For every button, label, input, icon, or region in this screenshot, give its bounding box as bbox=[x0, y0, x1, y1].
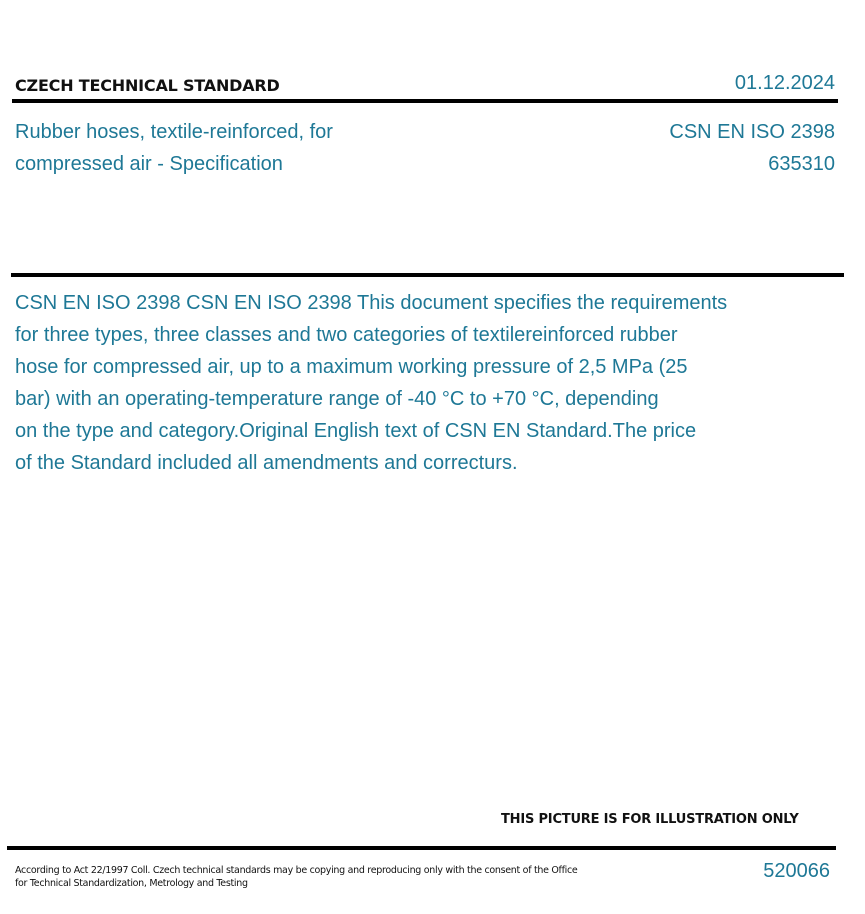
illustration-notice: THIS PICTURE IS FOR ILLUSTRATION ONLY bbox=[501, 812, 799, 827]
abstract-line: bar) with an operating-temperature range of -40 °C to +70 °C, depending bbox=[15, 388, 659, 410]
abstract-line: for three types, three classes and two categories of textilereinforced rubber bbox=[15, 324, 678, 346]
abstract-line: CSN EN ISO 2398 CSN EN ISO 2398 This document specifies the requirements bbox=[15, 292, 728, 314]
header-divider bbox=[12, 99, 838, 103]
legal-notice bbox=[15, 864, 577, 890]
legal-notice-line: for Technical Standardization, Metrology and Testing bbox=[15, 878, 248, 889]
classification-code: 635310 bbox=[768, 153, 835, 175]
abstract-line: hose for compressed air, up to a maximum working pressure of 2,5 MPa (25 bbox=[15, 356, 688, 378]
title-divider bbox=[11, 273, 844, 277]
abstract-line: of the Standard included all amendments and correcturs. bbox=[15, 452, 518, 474]
abstract-line: on the type and category.Original English text of CSN EN Standard.The price bbox=[15, 420, 697, 442]
standard-abstract bbox=[15, 287, 815, 479]
publication-date: 01.12.2024 bbox=[734, 72, 835, 94]
standard-title-line: compressed air - Specification bbox=[15, 153, 283, 175]
standard-designation: CSN EN ISO 2398 bbox=[669, 121, 835, 143]
standard-category-label: CZECH TECHNICAL STANDARD bbox=[15, 76, 280, 95]
footer-divider bbox=[7, 846, 836, 850]
standard-title-line: Rubber hoses, textile-reinforced, for bbox=[15, 121, 333, 143]
standard-title bbox=[15, 116, 435, 180]
legal-notice-line: According to Act 22/1997 Coll. Czech technical standards may be copying and reproducing only with the consent of the Office bbox=[15, 865, 578, 876]
product-code: 520066 bbox=[763, 860, 830, 882]
standard-identifiers bbox=[669, 116, 835, 180]
